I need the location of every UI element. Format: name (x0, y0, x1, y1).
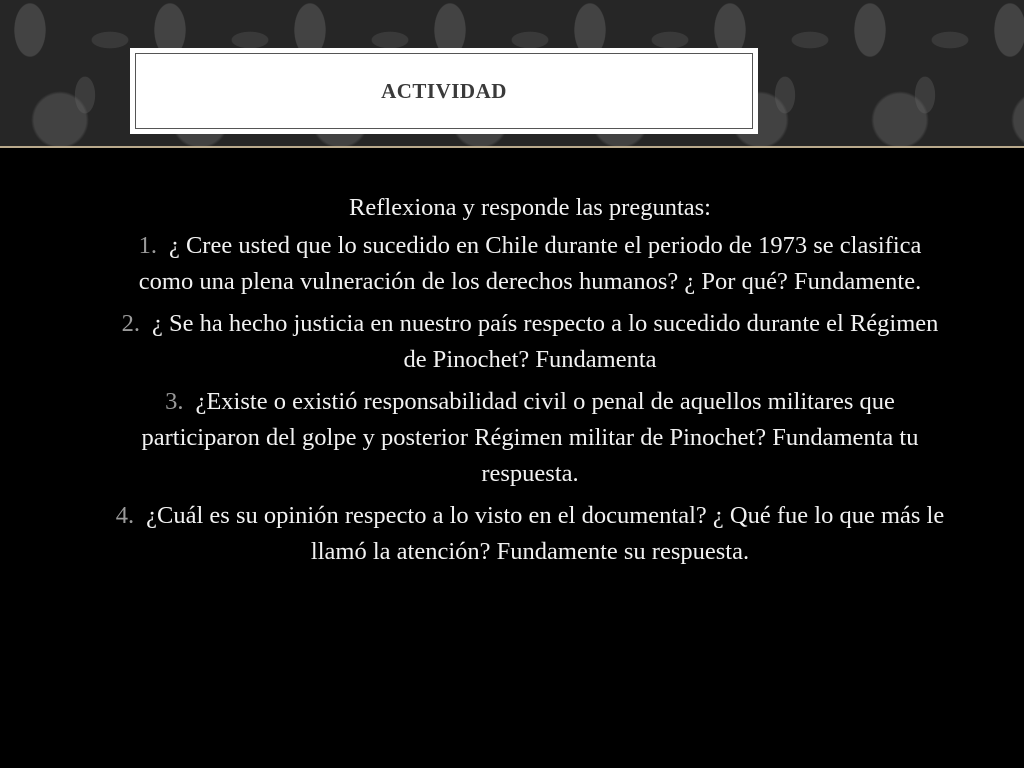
question-number: 2. (121, 310, 140, 337)
question-number: 1. (138, 232, 157, 259)
question-text: ¿ Se ha hecho justicia en nuestro país respecto a lo sucedido durante el Régimen de Pinochet? Fundamenta (151, 310, 939, 373)
question-number: 3. (165, 388, 184, 415)
question-item (110, 498, 950, 570)
question-item (110, 384, 950, 492)
question-text: ¿Cuál es su opinión respecto a lo visto en el documental? ¿ Qué fue lo que más le llamó la atención? Fundamente su respuesta. (146, 502, 945, 565)
question-number: 4. (115, 502, 135, 529)
question-text: ¿ Cree usted que lo sucedido en Chile durante el periodo de 1973 se clasifica como una plena vulneración de los derechos humanos? ¿ Por qué? Fundamente. (138, 232, 922, 295)
title-box (130, 48, 758, 134)
question-text: ¿Existe o existió responsabilidad civil o penal de aquellos militares que participaron del golpe y posterior Régimen militar de Pinochet? Fundamenta tu respuesta. (141, 388, 919, 487)
question-list (110, 228, 950, 570)
slide-title: ACTIVIDAD (381, 78, 507, 103)
slide-body (110, 190, 950, 576)
intro-text: Reflexiona y responde las preguntas: (349, 194, 711, 221)
question-item (110, 306, 950, 378)
question-item (110, 228, 950, 300)
